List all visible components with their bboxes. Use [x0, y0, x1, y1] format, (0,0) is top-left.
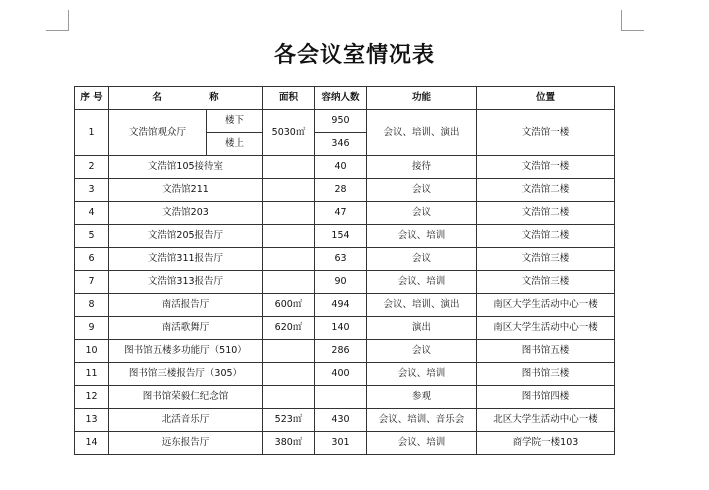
row-area [263, 386, 315, 409]
row-location: 南区大学生活动中心一楼 [477, 294, 615, 317]
row-area [263, 340, 315, 363]
row-name: 远东报告厅 [109, 432, 263, 455]
row-name: 文浩馆211 [109, 179, 263, 202]
table-row [75, 317, 615, 340]
row-area [263, 156, 315, 179]
page-corner-mark-top-right [621, 10, 644, 31]
row-capacity [315, 386, 367, 409]
row-name: 南活报告厅 [109, 294, 263, 317]
row-capacity: 154 [315, 225, 367, 248]
row-capacity: 40 [315, 156, 367, 179]
table-row [75, 432, 615, 455]
row-location: 文浩馆二楼 [477, 179, 615, 202]
header-name [109, 87, 263, 110]
row-function: 会议 [367, 248, 477, 271]
table-row [75, 202, 615, 225]
row-capacity: 400 [315, 363, 367, 386]
row-name: 图书馆三楼报告厅（305） [109, 363, 263, 386]
row-location: 图书馆四楼 [477, 386, 615, 409]
row-index: 6 [75, 248, 109, 271]
header-location: 位置 [477, 87, 615, 110]
row-name: 文浩馆203 [109, 202, 263, 225]
header-index: 序 号 [75, 87, 109, 110]
table-row [75, 271, 615, 294]
row-index: 8 [75, 294, 109, 317]
row-capacity: 90 [315, 271, 367, 294]
table-row [75, 294, 615, 317]
row-function: 会议、培训、演出 [367, 110, 477, 156]
table-row [75, 409, 615, 432]
row-function: 会议、培训、音乐会 [367, 409, 477, 432]
header-area: 面积 [263, 87, 315, 110]
row-index: 9 [75, 317, 109, 340]
header-name-label: 名 称 [152, 92, 241, 103]
table-row [75, 179, 615, 202]
row-location: 文浩馆一楼 [477, 110, 615, 156]
row-sub-label: 楼下 [207, 110, 263, 133]
header-row [75, 87, 615, 110]
row-location: 文浩馆三楼 [477, 248, 615, 271]
row-area [263, 271, 315, 294]
row-name: 南活歌舞厅 [109, 317, 263, 340]
row-capacity: 346 [315, 133, 367, 156]
row-index: 3 [75, 179, 109, 202]
page-corner-mark-top-left [46, 10, 69, 31]
row-capacity: 301 [315, 432, 367, 455]
table-row [75, 110, 615, 133]
row-capacity: 140 [315, 317, 367, 340]
row-function: 参观 [367, 386, 477, 409]
row-capacity: 950 [315, 110, 367, 133]
row-area: 620㎡ [263, 317, 315, 340]
row-function: 会议 [367, 179, 477, 202]
row-location: 文浩馆三楼 [477, 271, 615, 294]
row-area: 600㎡ [263, 294, 315, 317]
row-function: 演出 [367, 317, 477, 340]
row-location: 商学院一楼103 [477, 432, 615, 455]
row-index: 10 [75, 340, 109, 363]
table-row [75, 386, 615, 409]
row-index: 7 [75, 271, 109, 294]
row-location: 文浩馆二楼 [477, 225, 615, 248]
row-capacity: 494 [315, 294, 367, 317]
row-location: 北区大学生活动中心一楼 [477, 409, 615, 432]
row-index: 5 [75, 225, 109, 248]
row-index: 1 [75, 110, 109, 156]
row-name: 图书馆五楼多功能厅（510） [109, 340, 263, 363]
table-row [75, 363, 615, 386]
row-index: 11 [75, 363, 109, 386]
row-capacity: 63 [315, 248, 367, 271]
table-row [75, 225, 615, 248]
row-location: 文浩馆二楼 [477, 202, 615, 225]
row-name: 文浩馆205报告厅 [109, 225, 263, 248]
row-location: 图书馆五楼 [477, 340, 615, 363]
table-row [75, 156, 615, 179]
row-name: 文浩馆311报告厅 [109, 248, 263, 271]
row-area: 523㎡ [263, 409, 315, 432]
row-area [263, 202, 315, 225]
row-name: 文浩馆105接待室 [109, 156, 263, 179]
row-area [263, 225, 315, 248]
row-function: 会议、培训 [367, 432, 477, 455]
meeting-room-table [74, 86, 615, 455]
row-area: 5030㎡ [263, 110, 315, 156]
header-function: 功能 [367, 87, 477, 110]
row-function: 会议 [367, 340, 477, 363]
row-area [263, 179, 315, 202]
row-capacity: 286 [315, 340, 367, 363]
row-index: 2 [75, 156, 109, 179]
row-index: 12 [75, 386, 109, 409]
row-area [263, 248, 315, 271]
table-row [75, 248, 615, 271]
row-function: 会议、培训 [367, 363, 477, 386]
row-location: 图书馆三楼 [477, 363, 615, 386]
row-function: 接待 [367, 156, 477, 179]
document-title: 各会议室情况表 [273, 42, 435, 68]
row-name: 北活音乐厅 [109, 409, 263, 432]
header-capacity: 容纳人数 [315, 87, 367, 110]
row-function: 会议、培训 [367, 271, 477, 294]
row-name: 文浩馆313报告厅 [109, 271, 263, 294]
row-location: 文浩馆一楼 [477, 156, 615, 179]
row-area [263, 363, 315, 386]
row-sub-label: 楼上 [207, 133, 263, 156]
row-location: 南区大学生活动中心一楼 [477, 317, 615, 340]
row-function: 会议 [367, 202, 477, 225]
row-capacity: 47 [315, 202, 367, 225]
row-area: 380㎡ [263, 432, 315, 455]
row-name: 图书馆荣毅仁纪念馆 [109, 386, 263, 409]
row-function: 会议、培训、演出 [367, 294, 477, 317]
row-capacity: 430 [315, 409, 367, 432]
row-capacity: 28 [315, 179, 367, 202]
table-row [75, 340, 615, 363]
row-index: 13 [75, 409, 109, 432]
row-name: 文浩馆观众厅 [109, 110, 207, 156]
row-index: 4 [75, 202, 109, 225]
row-index: 14 [75, 432, 109, 455]
row-function: 会议、培训 [367, 225, 477, 248]
